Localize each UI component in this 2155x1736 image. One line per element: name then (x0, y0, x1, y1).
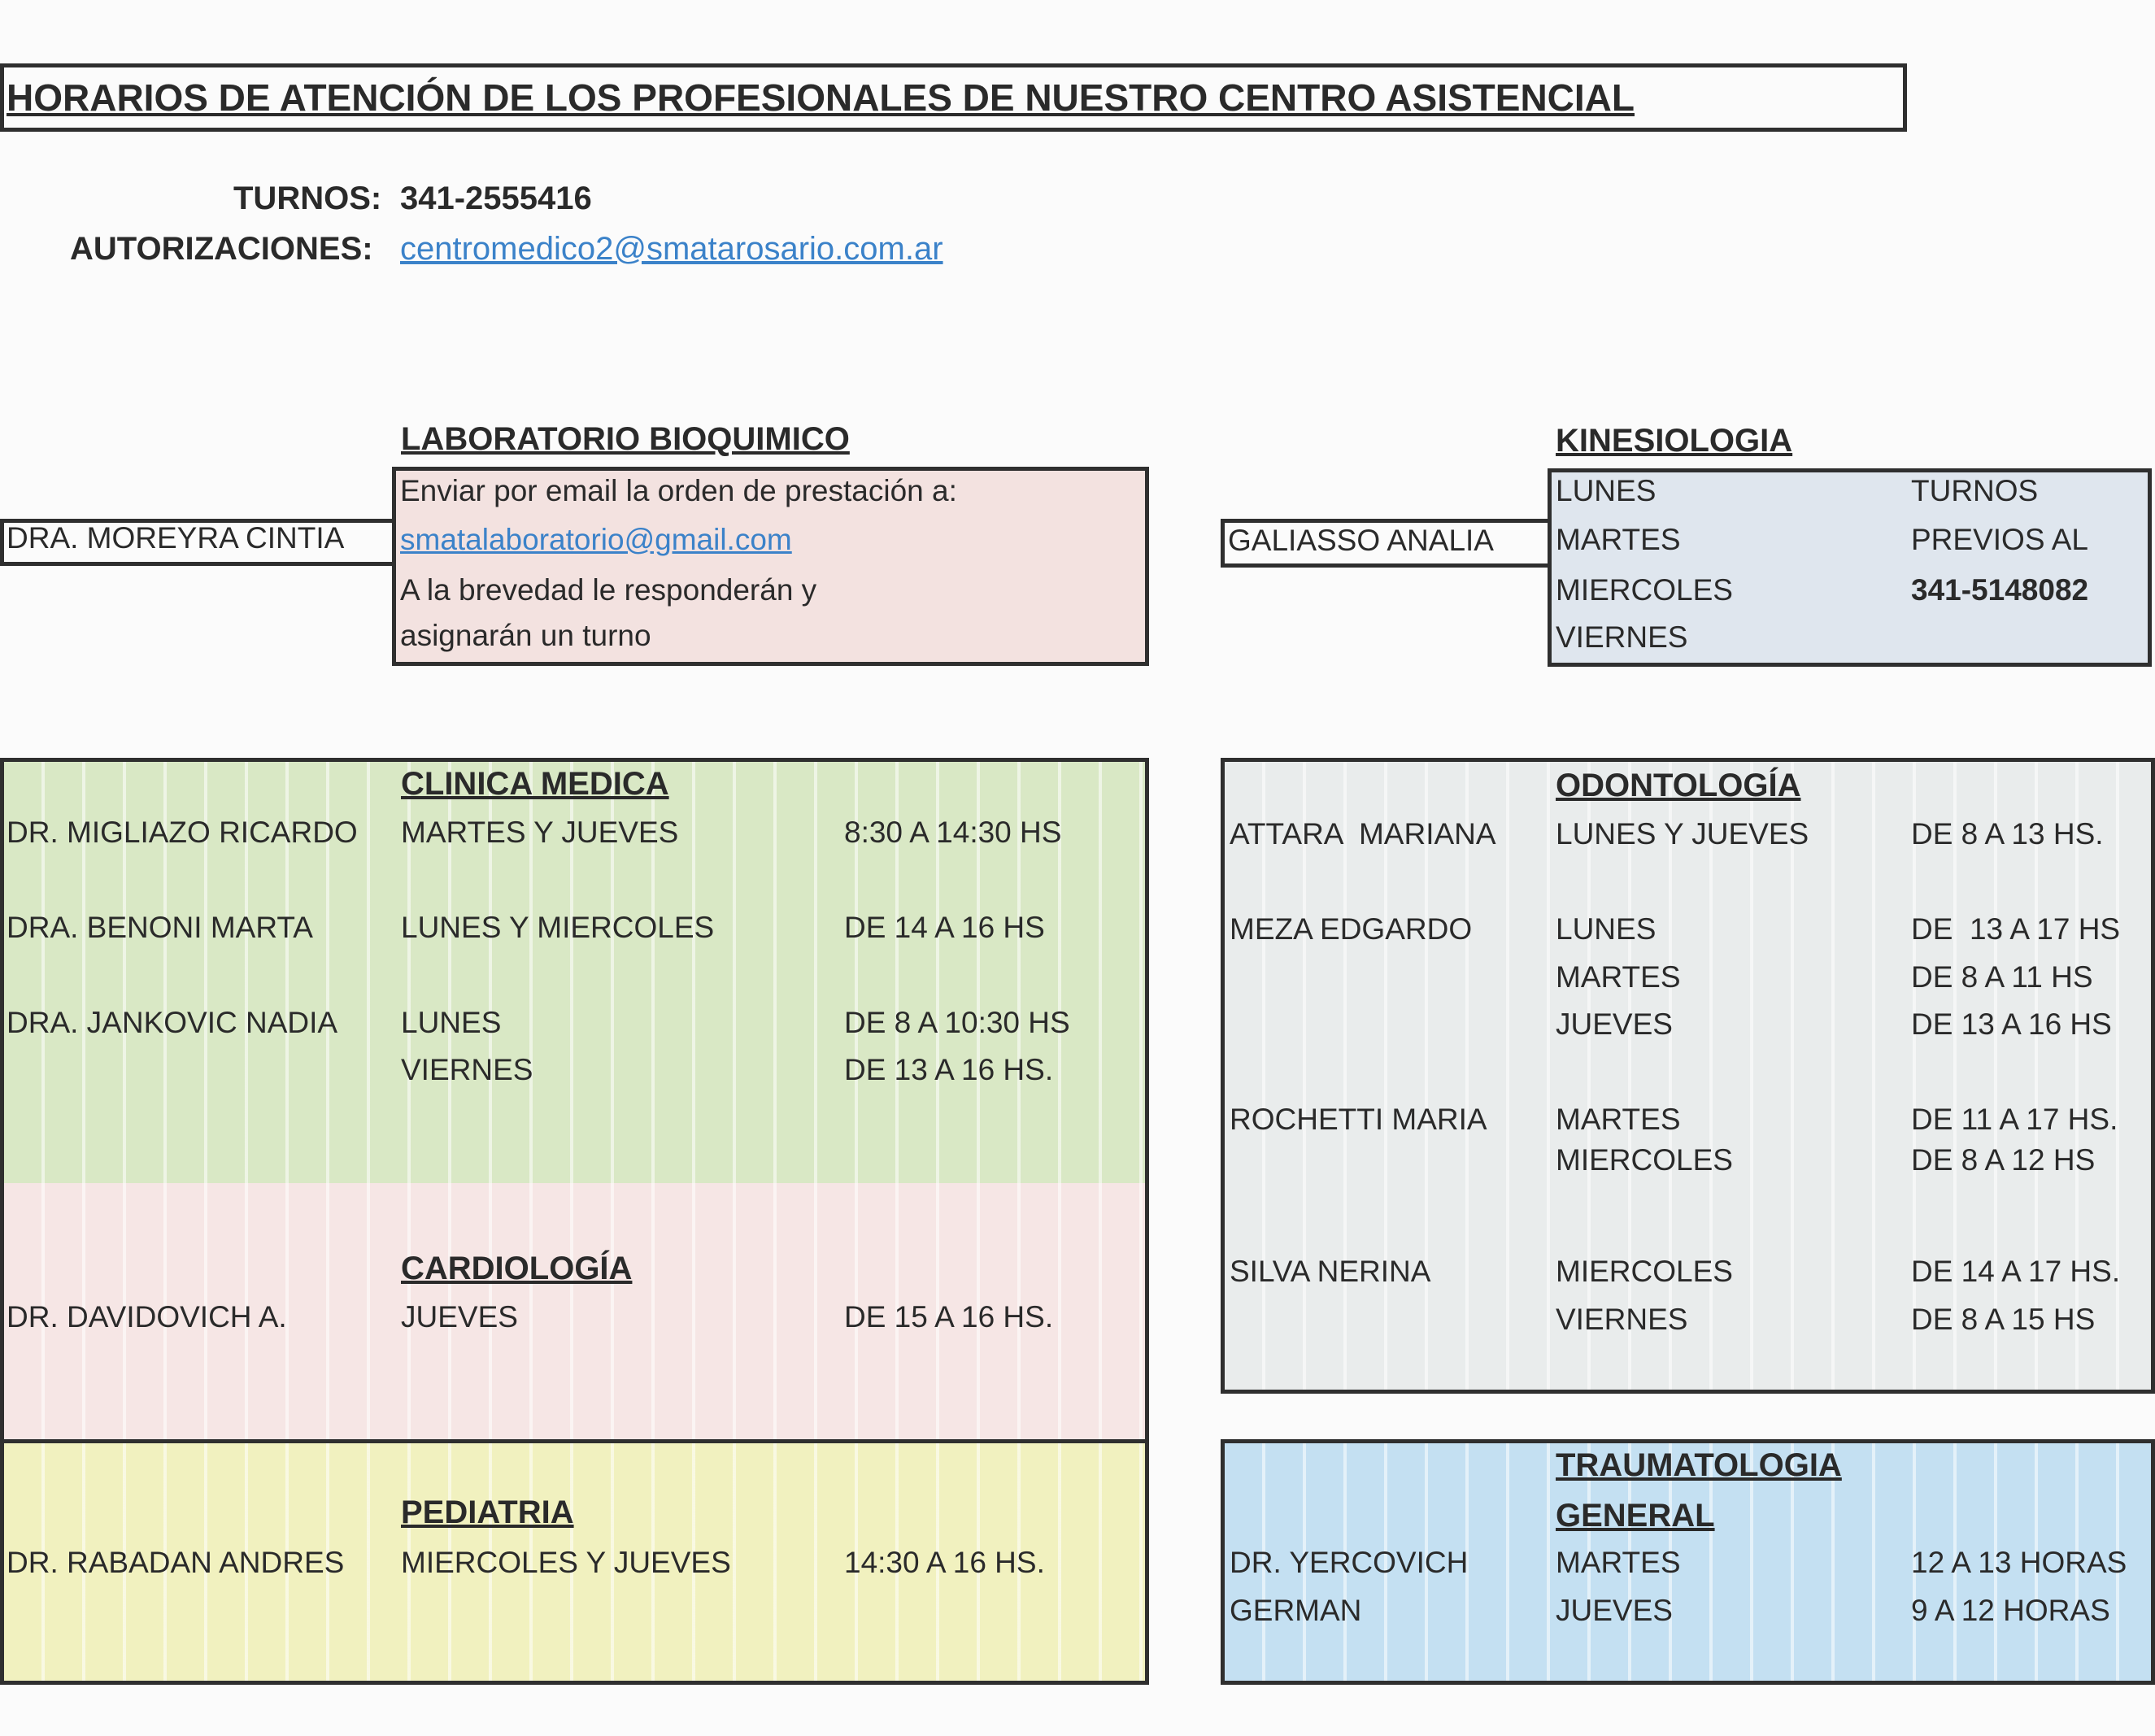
cardiologia-days: JUEVES (401, 1300, 518, 1334)
clinica-hours: DE 13 A 16 HS. (844, 1053, 1054, 1086)
pediatria-title: PEDIATRIA (401, 1495, 574, 1530)
odontologia-days: MARTES (1556, 1103, 1681, 1136)
odontologia-hours: DE 8 A 13 HS. (1911, 817, 2104, 851)
odontologia-days: LUNES Y JUEVES (1556, 817, 1809, 851)
odontologia-hours: DE 14 A 17 HS. (1911, 1255, 2121, 1288)
turnos-phone: 341-2555416 (400, 181, 592, 216)
traumatologia-doctor: DR. YERCOVICH (1230, 1546, 1469, 1579)
traumatologia-hours: 9 A 12 HORAS (1911, 1594, 2110, 1627)
clinica-days: LUNES Y MIERCOLES (401, 911, 715, 944)
kinesiologia-day: VIERNES (1556, 620, 1688, 654)
odontologia-doctor: ROCHETTI MARIA (1230, 1103, 1487, 1136)
odontologia-hours: DE 13 A 16 HS (1911, 1007, 2112, 1041)
odontologia-hours: DE 8 A 15 HS (1911, 1303, 2096, 1336)
pediatria-days: MIERCOLES Y JUEVES (401, 1546, 731, 1579)
kinesiologia-day: MIERCOLES (1556, 573, 1733, 607)
clinica-doctor: DRA. BENONI MARTA (7, 911, 313, 944)
laboratorio-doctor: DRA. MOREYRA CINTIA (7, 521, 345, 555)
odontologia-title: ODONTOLOGÍA (1556, 768, 1801, 803)
cardiologia-hours: DE 15 A 16 HS. (844, 1300, 1054, 1334)
traumatologia-days: MARTES (1556, 1546, 1681, 1579)
odontologia-hours: DE 8 A 11 HS (1911, 960, 2093, 994)
clinica-doctor: DR. MIGLIAZO RICARDO (7, 816, 358, 849)
odontologia-days: JUEVES (1556, 1007, 1673, 1041)
odontologia-doctor: ATTARA MARIANA (1230, 817, 1496, 851)
traumatologia-subtitle: GENERAL (1556, 1498, 1715, 1534)
clinica-days: LUNES (401, 1006, 502, 1039)
kinesiologia-phone: 341-5148082 (1911, 573, 2089, 607)
odontologia-days: MIERCOLES (1556, 1255, 1733, 1288)
odontologia-days: VIERNES (1556, 1303, 1688, 1336)
autorizaciones-email-link[interactable]: centromedico2@smatarosario.com.ar (400, 231, 943, 267)
kinesiologia-day: LUNES (1556, 474, 1657, 507)
traumatologia-hours: 12 A 13 HORAS (1911, 1546, 2127, 1579)
odontologia-days: MIERCOLES (1556, 1143, 1733, 1177)
kinesiologia-doctor: GALIASSO ANALIA (1228, 524, 1494, 557)
pediatria-hours: 14:30 A 16 HS. (844, 1546, 1045, 1579)
laboratorio-line1: Enviar por email la orden de prestación a: (400, 474, 957, 507)
clinica-days: VIERNES (401, 1053, 533, 1086)
cardiologia-title: CARDIOLOGÍA (401, 1251, 633, 1286)
cardiologia-doctor: DR. DAVIDOVICH A. (7, 1300, 287, 1334)
laboratorio-line3: A la brevedad le responderán y (400, 573, 817, 607)
clinica-medica-title: CLINICA MEDICA (401, 766, 669, 802)
clinica-hours: DE 14 A 16 HS (844, 911, 1045, 944)
traumatologia-title: TRAUMATOLOGIA (1556, 1447, 1842, 1483)
page-title: HORARIOS DE ATENCIÓN DE LOS PROFESIONALES DE NUESTRO CENTRO ASISTENCIAL (7, 76, 1635, 119)
laboratorio-line4: asignarán un turno (400, 619, 651, 652)
odontologia-doctor: MEZA EDGARDO (1230, 912, 1473, 946)
odontologia-days: LUNES (1556, 912, 1657, 946)
traumatologia-doctor: GERMAN (1230, 1594, 1362, 1627)
kinesiologia-day: MARTES (1556, 523, 1681, 556)
odontologia-days: MARTES (1556, 960, 1681, 994)
clinica-hours: 8:30 A 14:30 HS (844, 816, 1062, 849)
laboratorio-title: LABORATORIO BIOQUIMICO (401, 421, 850, 457)
turnos-label: TURNOS: (233, 181, 382, 216)
laboratorio-email-link[interactable]: smatalaboratorio@gmail.com (400, 523, 792, 556)
odontologia-box (1221, 758, 2155, 1394)
pediatria-doctor: DR. RABADAN ANDRES (7, 1546, 345, 1579)
kinesiologia-note: PREVIOS AL (1911, 523, 2088, 556)
odontologia-hours: DE 8 A 12 HS (1911, 1143, 2096, 1177)
clinica-hours: DE 8 A 10:30 HS (844, 1006, 1070, 1039)
traumatologia-days: JUEVES (1556, 1594, 1673, 1627)
odontologia-hours: DE 13 A 17 HS (1911, 912, 2121, 946)
odontologia-doctor: SILVA NERINA (1230, 1255, 1431, 1288)
kinesiologia-note: TURNOS (1911, 474, 2039, 507)
clinica-doctor: DRA. JANKOVIC NADIA (7, 1006, 338, 1039)
kinesiologia-title: KINESIOLOGIA (1556, 423, 1793, 459)
odontologia-hours: DE 11 A 17 HS. (1911, 1103, 2118, 1136)
autorizaciones-label: AUTORIZACIONES: (70, 231, 373, 267)
clinica-days: MARTES Y JUEVES (401, 816, 679, 849)
